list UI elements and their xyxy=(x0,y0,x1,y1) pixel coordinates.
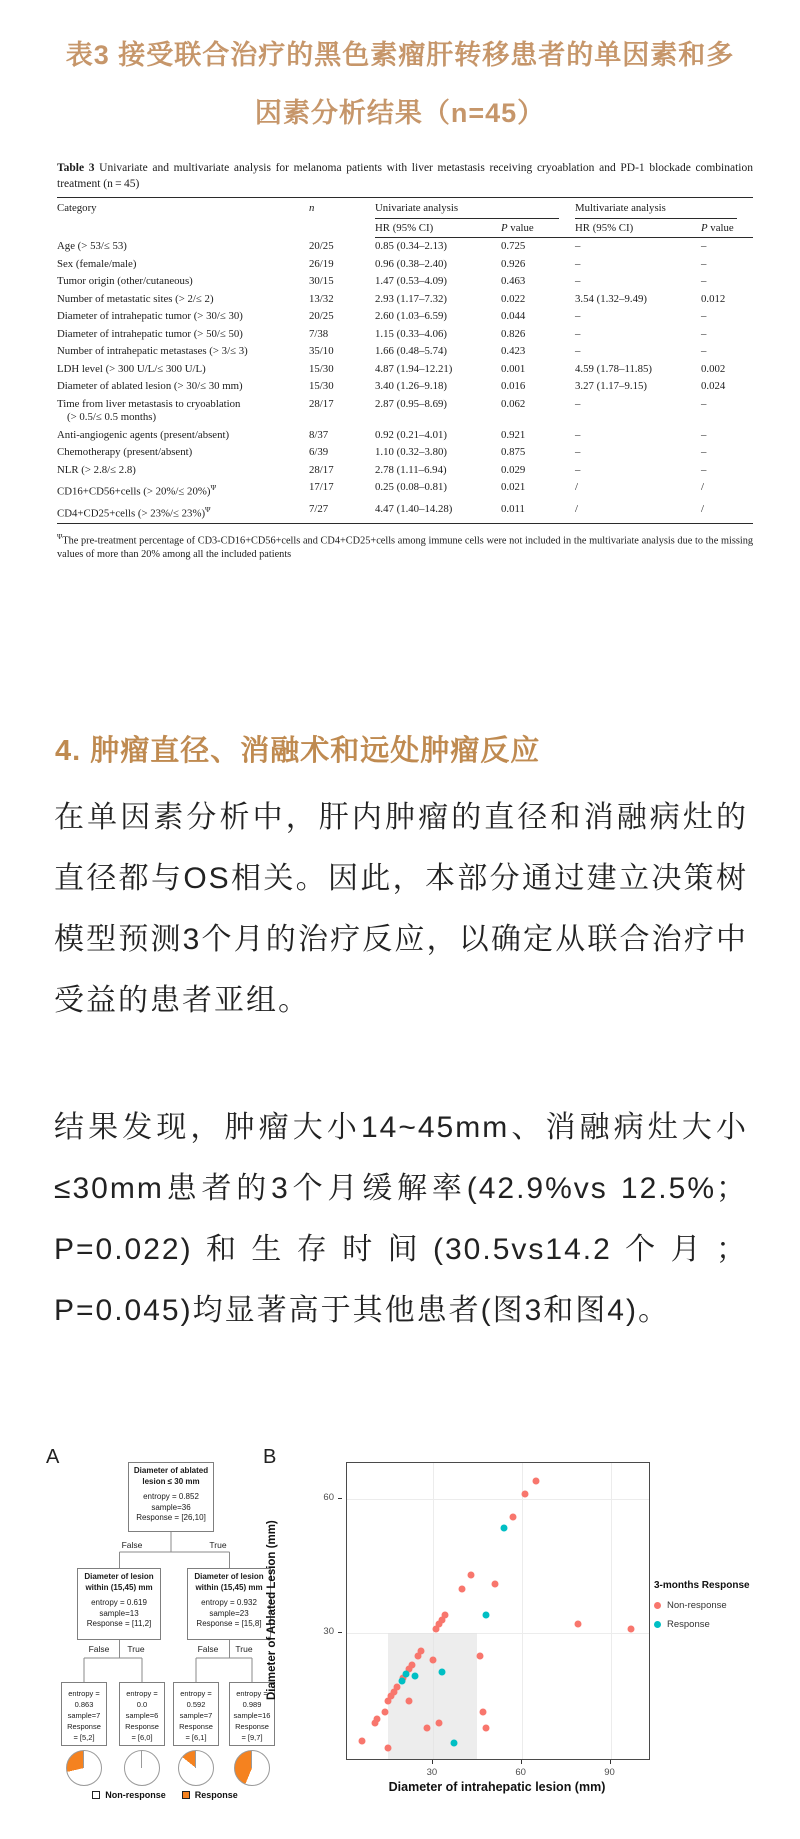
data-point-non-response xyxy=(483,1724,490,1731)
table-row xyxy=(57,238,753,256)
tick-mark xyxy=(432,1760,433,1764)
body-paragraph-1: 在单因素分析中，肝内肿瘤的直径和消融病灶的直径都与OS相关。因此，本部分通过建立决策树模型预测3个月的治疗反应，以确定从联合治疗中受益的患者亚组。 xyxy=(54,801,748,1017)
cell-category: Diameter of intrahepatic tumor (> 50/≤ 50) xyxy=(57,327,243,340)
figure-panel xyxy=(0,1428,800,1839)
cell-univariate-hr: 0.96 (0.38–2.40) xyxy=(375,257,447,270)
non-response-swatch-icon xyxy=(92,1791,100,1799)
y-tick-label: 60 xyxy=(323,1491,334,1503)
footnote-symbol: Ψ xyxy=(57,533,63,542)
cell-univariate-hr: 3.40 (1.26–9.18) xyxy=(375,380,447,392)
table-row xyxy=(57,256,753,274)
edge-label-true: True xyxy=(209,1540,227,1550)
data-point-non-response xyxy=(435,1720,442,1727)
table-footnote xyxy=(57,531,753,561)
cell-category: Tumor origin (other/cutaneous) xyxy=(57,275,193,287)
table3-block xyxy=(57,161,753,562)
cell-n: 7/27 xyxy=(309,503,329,516)
cell-n: 28/17 xyxy=(309,397,334,410)
data-point-non-response xyxy=(628,1625,635,1632)
cell-multivariate-p: – xyxy=(701,240,707,252)
col-header-n: n xyxy=(309,202,315,214)
cell-univariate-hr: 2.78 (1.11–6.94) xyxy=(375,463,447,476)
cell-n: 35/10 xyxy=(309,345,334,357)
cell-multivariate-p: – xyxy=(701,310,707,322)
cell-multivariate-p: – xyxy=(701,428,707,441)
cell-category: Age (> 53/≤ 53) xyxy=(57,239,127,252)
cell-category: Number of metastatic sites (> 2/≤ 2) xyxy=(57,292,214,305)
cell-multivariate-p: 0.012 xyxy=(701,292,726,305)
cell-univariate-p: 0.062 xyxy=(501,397,526,410)
table-row xyxy=(57,273,753,291)
col-header-univariate: Univariate analysis xyxy=(375,198,575,220)
cell-n: 17/17 xyxy=(309,481,334,493)
tree-node-leaf-4: entropy = 0.989 sample=16 Response = [9,7] xyxy=(229,1682,275,1746)
cell-univariate-p: 0.016 xyxy=(501,380,526,392)
cell-multivariate-hr: 3.27 (1.17–9.15) xyxy=(575,380,647,392)
legend-label: Response xyxy=(194,1790,238,1800)
data-point-non-response xyxy=(533,1477,540,1484)
cell-multivariate-hr: – xyxy=(575,240,581,252)
cell-multivariate-hr: 4.59 (1.78–11.85) xyxy=(575,362,652,375)
cell-multivariate-p: – xyxy=(701,446,707,458)
cell-univariate-hr: 2.60 (1.03–6.59) xyxy=(375,310,447,322)
col-header-hr-univariate: HR (95% CI) xyxy=(375,220,501,238)
legend-label: Non-response xyxy=(105,1790,166,1800)
cell-multivariate-p: – xyxy=(701,397,707,410)
cell-n: 20/25 xyxy=(309,310,334,322)
cell-univariate-hr: 0.25 (0.08–0.81) xyxy=(375,481,447,493)
data-point-response xyxy=(398,1677,405,1684)
cell-multivariate-p: – xyxy=(701,327,707,340)
table-row xyxy=(57,308,753,326)
data-point-non-response xyxy=(373,1715,380,1722)
cell-multivariate-p: – xyxy=(701,463,707,476)
tree-node-root: Diameter of ablated lesion ≤ 30 mm entropy = 0.852 sample=36 Response = [26,10] xyxy=(128,1462,214,1532)
cell-category: Chemotherapy (present/absent) xyxy=(57,446,193,458)
cell-multivariate-hr: – xyxy=(575,446,581,458)
cell-univariate-hr: 4.47 (1.40–14.28) xyxy=(375,503,453,516)
cell-category: Sex (female/male) xyxy=(57,257,137,270)
cell-univariate-p: 0.001 xyxy=(501,362,526,375)
cell-univariate-p: 0.021 xyxy=(501,481,526,493)
cell-category: Diameter of ablated lesion (> 30/≤ 30 mm) xyxy=(57,380,243,392)
edge-label-false: False xyxy=(197,1644,219,1654)
cell-category: CD16+CD56+cells (> 20%/≤ 20%)$^\Psi$ xyxy=(57,483,217,498)
data-point-non-response xyxy=(418,1648,425,1655)
gridline xyxy=(347,1499,649,1500)
data-point-response xyxy=(500,1525,507,1532)
cell-univariate-hr: 2.93 (1.17–7.32) xyxy=(375,292,447,305)
cell-multivariate-hr: – xyxy=(575,428,581,441)
tick-mark xyxy=(521,1760,522,1764)
data-point-non-response xyxy=(509,1513,516,1520)
footnote-text: The pre-treatment percentage of CD3-CD16+CD56+cells and CD4+CD25+cells among immune cells were not included in the multivariate analysis due to the missing values of more than 20% among all the included patients xyxy=(57,535,753,561)
data-point-non-response xyxy=(409,1661,416,1668)
data-point-non-response xyxy=(406,1697,413,1704)
gridline xyxy=(522,1463,523,1759)
tick-mark xyxy=(338,1632,342,1633)
y-axis-ticks xyxy=(312,1462,342,1758)
cell-univariate-p: 0.921 xyxy=(501,428,526,441)
cell-n: 7/38 xyxy=(309,327,329,340)
legend-item-response xyxy=(182,1790,238,1800)
cell-category: LDH level (> 300 U/L/≤ 300 U/L) xyxy=(57,362,206,375)
data-point-non-response xyxy=(521,1491,528,1498)
tree-node-leaf-3: entropy = 0.592 sample=7 Response = [6,1] xyxy=(173,1682,219,1746)
cell-multivariate-hr: / xyxy=(575,503,578,516)
cell-univariate-hr: 0.92 (0.21–4.01) xyxy=(375,428,447,441)
table-row xyxy=(57,326,753,344)
cell-multivariate-p: – xyxy=(701,275,707,287)
gridline xyxy=(611,1463,612,1759)
data-point-non-response xyxy=(574,1621,581,1628)
cell-multivariate-hr: / xyxy=(575,481,578,493)
y-tick-label: 30 xyxy=(323,1626,334,1638)
cell-multivariate-hr: – xyxy=(575,275,581,287)
table-row xyxy=(57,501,753,524)
legend-label: Non-response xyxy=(667,1600,727,1611)
legend-item-non-response xyxy=(92,1790,166,1800)
panel-a-label: A xyxy=(46,1446,60,1468)
data-point-response xyxy=(403,1670,410,1677)
scatter-legend xyxy=(654,1580,750,1638)
tick-mark xyxy=(338,1498,342,1499)
cell-n: 26/19 xyxy=(309,257,334,270)
page-title xyxy=(40,26,760,142)
cell-n: 30/15 xyxy=(309,275,334,287)
edge-label-true: True xyxy=(235,1644,253,1654)
cell-univariate-p: 0.926 xyxy=(501,257,526,270)
cell-univariate-hr: 0.85 (0.34–2.13) xyxy=(375,240,447,252)
cell-univariate-p: 0.011 xyxy=(501,503,525,516)
cell-n: 13/32 xyxy=(309,292,334,305)
edge-label-true: True xyxy=(127,1644,145,1654)
response-pie-chart xyxy=(66,1750,102,1786)
cell-multivariate-hr: – xyxy=(575,327,581,340)
cell-univariate-p: 0.725 xyxy=(501,240,526,252)
cell-univariate-hr: 2.87 (0.95–8.69) xyxy=(375,397,447,410)
data-point-non-response xyxy=(423,1724,430,1731)
data-point-non-response xyxy=(385,1744,392,1751)
cell-n: 15/30 xyxy=(309,362,334,375)
cell-univariate-p: 0.875 xyxy=(501,446,526,458)
table-row xyxy=(57,427,753,445)
cell-category: Time from liver metastasis to cryoablation (> 0.5/≤ 0.5 months) xyxy=(57,397,241,423)
cell-n: 6/39 xyxy=(309,446,329,458)
cell-category: NLR (> 2.8/≤ 2.8) xyxy=(57,463,136,476)
response-dot-icon xyxy=(654,1621,661,1628)
data-point-non-response xyxy=(459,1585,466,1592)
tree-node-left: Diameter of lesion within (15,45) mm entropy = 0.619 sample=13 Response = [11,2] xyxy=(77,1568,161,1640)
scatter-plot-area xyxy=(346,1462,650,1760)
cell-univariate-p: 0.029 xyxy=(501,463,526,476)
col-header-p-multivariate: P value xyxy=(701,220,753,238)
cell-univariate-hr: 1.15 (0.33–4.06) xyxy=(375,327,447,340)
table-row xyxy=(57,361,753,379)
cell-category: CD4+CD25+cells (> 23%/≤ 23%)$^\Psi$ xyxy=(57,505,211,520)
cell-multivariate-p: – xyxy=(701,345,707,357)
data-point-non-response xyxy=(480,1708,487,1715)
cell-univariate-hr: 1.66 (0.48–5.74) xyxy=(375,345,447,357)
col-header-p-univariate: P value xyxy=(501,220,575,238)
x-tick-label: 90 xyxy=(604,1767,615,1778)
cell-univariate-p: 0.022 xyxy=(501,292,526,305)
cell-multivariate-p: / xyxy=(701,481,704,493)
response-swatch-icon xyxy=(182,1791,190,1799)
cell-n: 20/25 xyxy=(309,239,334,252)
data-point-non-response xyxy=(468,1572,475,1579)
legend-label: Response xyxy=(667,1619,710,1630)
x-axis-label: Diameter of intrahepatic lesion (mm) xyxy=(388,1780,606,1794)
col-header-multivariate: Multivariate analysis xyxy=(575,198,753,220)
tick-mark xyxy=(610,1760,611,1764)
cell-univariate-hr: 1.10 (0.32–3.80) xyxy=(375,446,447,458)
scatter-legend-title: 3-months Response xyxy=(654,1580,750,1591)
highlight-region xyxy=(388,1633,477,1759)
table-caption xyxy=(57,161,753,192)
table-row xyxy=(57,343,753,361)
cell-category: Number of intrahepatic metastases (> 3/≤ 3) xyxy=(57,345,248,357)
section-heading: 4. 肿瘤直径、消融术和远处肿瘤反应 xyxy=(55,735,541,768)
cell-multivariate-hr: – xyxy=(575,345,581,357)
data-point-non-response xyxy=(358,1738,365,1745)
table-row xyxy=(57,444,753,462)
cell-univariate-p: 0.826 xyxy=(501,327,526,340)
data-point-non-response xyxy=(477,1652,484,1659)
page-title-line1: 表3 接受联合治疗的黑色素瘤肝转移患者的单因素和多 xyxy=(65,40,735,70)
data-point-non-response xyxy=(441,1612,448,1619)
tree-legend xyxy=(45,1790,285,1800)
cell-multivariate-p: / xyxy=(701,503,704,516)
cell-multivariate-hr: – xyxy=(575,397,581,410)
legend-item-response xyxy=(654,1619,750,1630)
table-row xyxy=(57,479,753,501)
non-response-dot-icon xyxy=(654,1602,661,1609)
cell-multivariate-p: 0.024 xyxy=(701,380,726,392)
y-axis-label: Diameter of Ablated Lesion (mm) xyxy=(266,1520,278,1700)
cell-univariate-p: 0.044 xyxy=(501,310,526,322)
cell-univariate-p: 0.423 xyxy=(501,345,526,357)
table-row xyxy=(57,462,753,480)
cell-n: 28/17 xyxy=(309,463,334,476)
data-point-response xyxy=(450,1740,457,1747)
data-point-response xyxy=(412,1673,419,1680)
col-header-category: Category xyxy=(57,202,97,214)
data-point-non-response xyxy=(492,1581,499,1588)
body-paragraph-2: 结果发现，肿瘤大小14~45mm、消融病灶大小≤30mm患者的3个月缓解率(42.9%vs 12.5%；P=0.022)和生存时间(30.5vs14.2个月；P=0.045)均显著高于其他患者(图3和图4)。 xyxy=(54,1111,748,1327)
cell-univariate-hr: 1.47 (0.53–4.09) xyxy=(375,275,447,287)
tree-node-leaf-1: entropy = 0.863 sample=7 Response = [5,2] xyxy=(61,1682,107,1746)
cell-multivariate-hr: – xyxy=(575,257,581,270)
cell-multivariate-hr: – xyxy=(575,463,581,476)
legend-item-non-response xyxy=(654,1600,750,1611)
response-pie-chart xyxy=(124,1750,160,1786)
cell-multivariate-hr: – xyxy=(575,310,581,322)
response-pie-chart xyxy=(178,1750,214,1786)
table-row xyxy=(57,291,753,309)
page-title-line2: 因素分析结果（n=45） xyxy=(254,98,546,128)
cell-n: 8/37 xyxy=(309,428,329,441)
data-point-response xyxy=(483,1612,490,1619)
table-row xyxy=(57,396,753,427)
cell-multivariate-p: – xyxy=(701,257,707,270)
table-caption-label: Table 3 xyxy=(57,162,95,174)
col-header-hr-multivariate: HR (95% CI) xyxy=(575,220,701,238)
x-axis-ticks xyxy=(346,1760,648,1780)
cell-category: Anti-angiogenic agents (present/absent) xyxy=(57,428,230,441)
cell-multivariate-hr: 3.54 (1.32–9.49) xyxy=(575,292,647,305)
data-point-non-response xyxy=(382,1708,389,1715)
data-point-response xyxy=(438,1668,445,1675)
cell-multivariate-p: 0.002 xyxy=(701,362,726,375)
x-tick-label: 60 xyxy=(515,1767,526,1778)
cell-univariate-hr: 4.87 (1.94–12.21) xyxy=(375,362,453,375)
analysis-table xyxy=(57,197,753,524)
tree-node-right: Diameter of lesion within (15,45) mm entropy = 0.932 sample=23 Response = [15,8] xyxy=(187,1568,271,1640)
x-tick-label: 30 xyxy=(426,1767,438,1778)
edge-label-false: False xyxy=(121,1540,143,1550)
cell-category: Diameter of intrahepatic tumor (> 30/≤ 30) xyxy=(57,310,243,322)
tree-node-leaf-2: entropy = 0.0 sample=6 Response = [6,0] xyxy=(119,1682,165,1746)
table-row xyxy=(57,378,753,396)
table-caption-text: Univariate and multivariate analysis for melanoma patients with liver metastasis receiving cryoablation and PD-1 blockade combination treatment (n = 45) xyxy=(57,162,753,190)
panel-b-label: B xyxy=(263,1446,277,1468)
cell-n: 15/30 xyxy=(309,380,334,392)
response-pie-chart xyxy=(234,1750,270,1786)
data-point-non-response xyxy=(429,1657,436,1664)
cell-univariate-p: 0.463 xyxy=(501,275,526,287)
edge-label-false: False xyxy=(88,1644,110,1654)
data-point-non-response xyxy=(394,1684,401,1691)
